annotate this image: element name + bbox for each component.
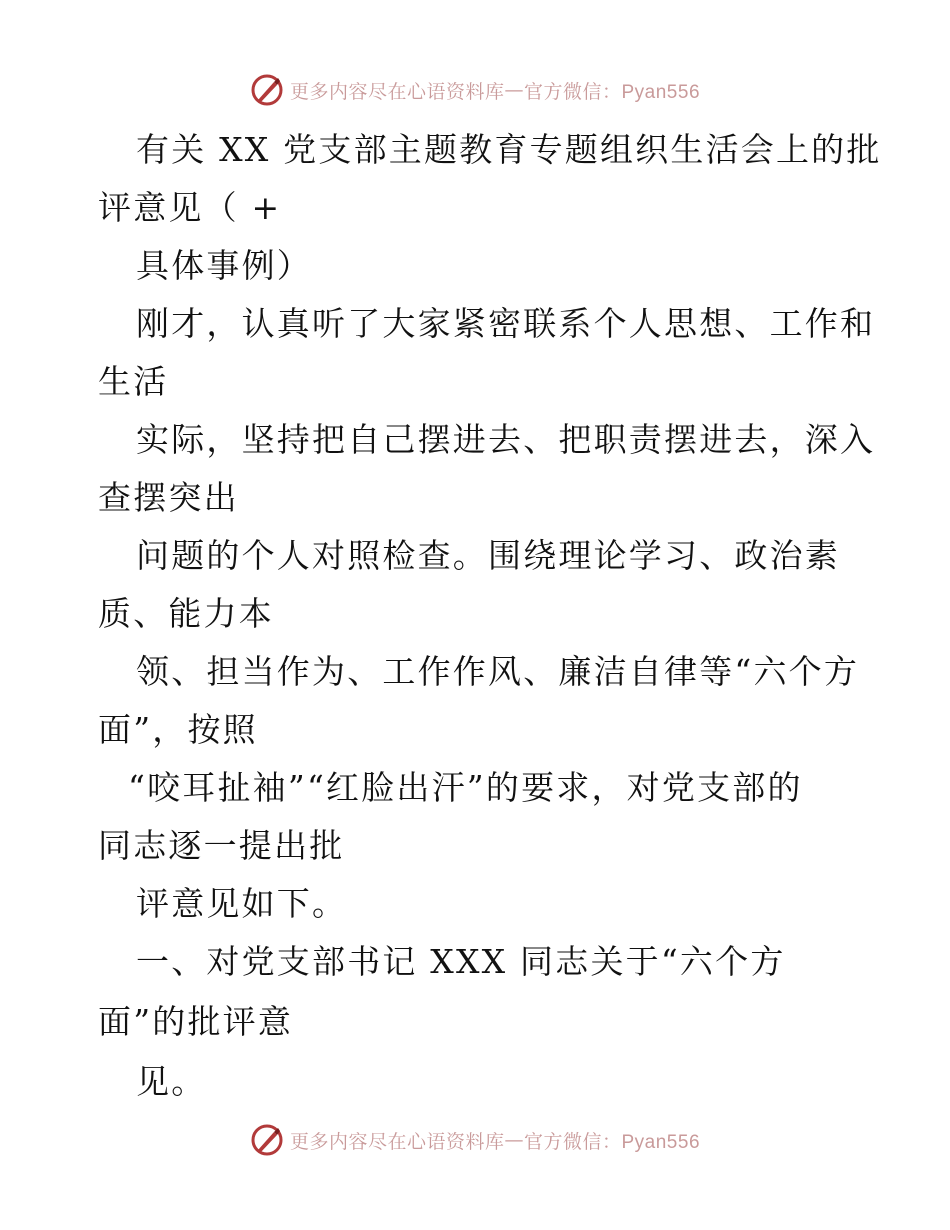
- doc-line-3: 具体事例）: [136, 246, 312, 285]
- doc-line-15: 一、对党支部书记 XXX 同志关于“六个方: [136, 942, 786, 981]
- doc-line-2: 评意见（ +: [98, 188, 282, 227]
- doc-line-11: 面”，按照: [98, 710, 258, 749]
- doc-line-10: 领、担当作为、工作作风、廉洁自律等“六个方: [136, 652, 860, 691]
- doc-line-9: 质、能力本: [98, 594, 274, 633]
- doc-line-12: “咬耳扯袖”“红脸出汗”的要求，对党支部的: [128, 768, 803, 807]
- doc-line-14: 评意见如下。: [136, 884, 348, 923]
- pen-logo-icon: [250, 1123, 284, 1157]
- doc-line-17: 见。: [136, 1062, 207, 1101]
- watermark-separator: —: [504, 79, 524, 101]
- header-watermark: [0, 70, 950, 110]
- doc-line-8: 问题的个人对照检查。围绕理论学习、政治素: [136, 536, 840, 575]
- pen-logo-icon: [250, 73, 284, 107]
- watermark-account: 官方微信：Pyan556: [524, 1131, 701, 1153]
- footer-watermark: [0, 1120, 950, 1160]
- watermark-separator: —: [504, 1129, 524, 1151]
- watermark-account: 官方微信：Pyan556: [524, 81, 701, 103]
- watermark-text: 更多内容尽在心语资料库: [289, 1130, 505, 1153]
- doc-line-6: 实际，坚持把自己摆进去、把职责摆进去，深入: [136, 420, 876, 459]
- doc-line-13: 同志逐一提出批: [98, 826, 345, 865]
- doc-line-7: 查摆突出: [98, 478, 239, 517]
- doc-line-5: 生活: [98, 362, 169, 401]
- doc-line-4: 刚才，认真听了大家紧密联系个人思想、工作和: [136, 304, 876, 343]
- doc-line-16: 面”的批评意: [98, 1002, 294, 1041]
- watermark-text: 更多内容尽在心语资料库: [289, 80, 505, 103]
- doc-line-1: 有关 XX 党支部主题教育专题组织生活会上的批: [136, 130, 882, 169]
